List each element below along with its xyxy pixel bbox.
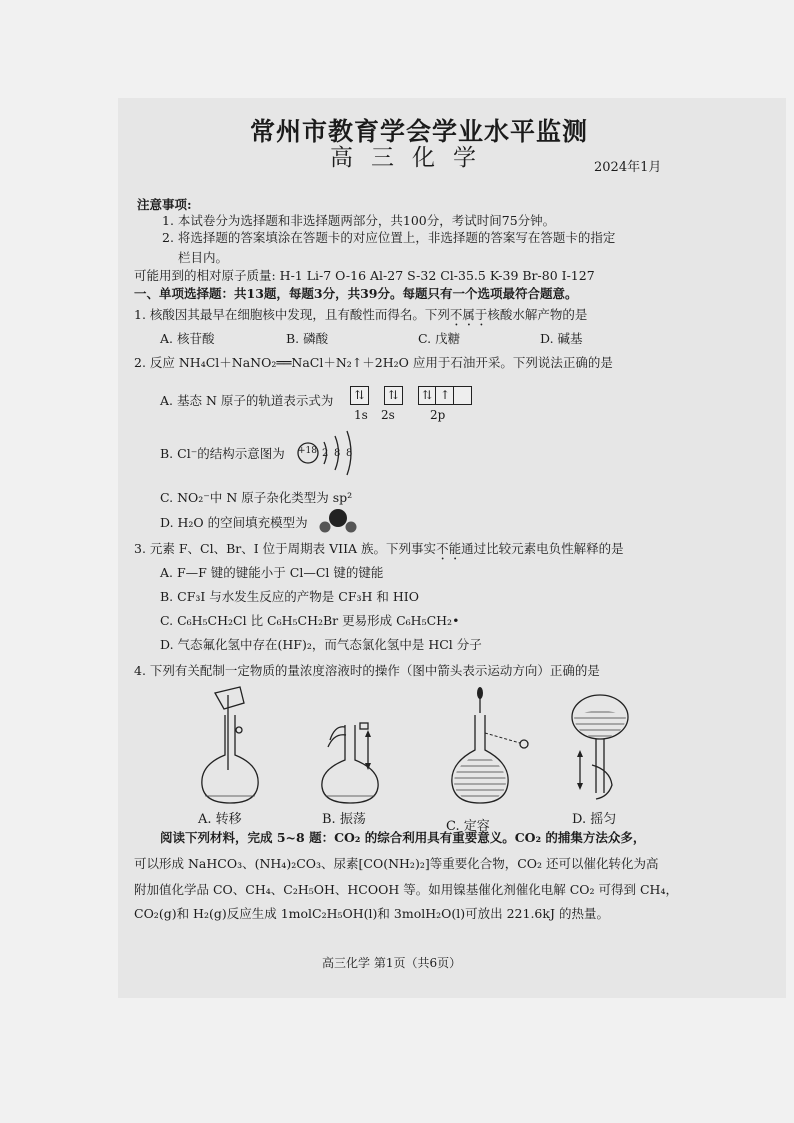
- hand: [328, 727, 346, 747]
- shell-electrons: 8: [334, 448, 341, 459]
- q2-option-a: A. 基态 N 原子的轨道表示式为: [160, 393, 334, 408]
- emphasis-text: 不能: [436, 541, 462, 556]
- orbital-box: ⇅: [418, 386, 437, 405]
- figure-caption-b: B. 振荡: [322, 812, 366, 827]
- dropper-bulb: [477, 687, 483, 699]
- orbital-label: 1s: [354, 408, 368, 422]
- chloride-ion-structure: [296, 428, 366, 478]
- question-4-stem: 4. 下列有关配制一定物质的量浓度溶液时的操作（图中箭头表示运动方向）正确的是: [134, 663, 600, 678]
- stem-text: 通过比较元素电负性解释的是: [461, 541, 624, 556]
- exam-subtitle: 高三化学: [330, 145, 494, 171]
- stopper: [236, 727, 242, 733]
- q3-option-a: A. F—F 键的键能小于 Cl—Cl 键的键能: [160, 565, 384, 580]
- figure-caption-d: D. 摇匀: [572, 812, 617, 827]
- orbital-box: ⇅: [384, 386, 403, 405]
- reading-line: 可以形成 NaHCO₃、(NH₄)₂CO₃、尿素[CO(NH₂)₂]等重要化合物，CO₂ 还可以催化转化为高: [134, 856, 659, 871]
- orbital-box: ⇅: [350, 386, 369, 405]
- figure-b-shake: [322, 723, 378, 803]
- notice-heading: 注意事项:: [137, 197, 192, 212]
- stem-text: 核酸水解产物的是: [487, 307, 588, 322]
- shell-electrons: 8: [346, 448, 353, 459]
- flask-liquid: [574, 711, 626, 739]
- figure-a-transfer: [202, 687, 258, 803]
- reading-line: CO₂(g)和 H₂(g)反应生成 1molC₂H₅OH(l)和 3molH₂O(l)可放出 221.6kJ 的热量。: [134, 906, 609, 921]
- orbital-diagram: [350, 385, 471, 405]
- emphasis-text: 不属于: [449, 307, 488, 322]
- flask-outline: [202, 715, 258, 803]
- figure-caption-a: A. 转移: [198, 812, 242, 827]
- notice-item: 栏目内。: [178, 250, 229, 265]
- orbital-label: 2p: [430, 408, 446, 422]
- oxygen-atom: [329, 509, 347, 527]
- figure-c-fill-to-mark: [452, 687, 528, 803]
- hand: [592, 765, 612, 799]
- question-3-stem: [134, 541, 624, 563]
- stem-text: 1. 核酸因其最早在细胞核中发现，且有酸性而得名。下列: [134, 307, 450, 322]
- q3-option-d: D. 气态氟化氢中存在(HF)₂，而气态氯化氢中是 HCl 分子: [160, 637, 482, 652]
- q1-option-b: B. 磷酸: [286, 331, 329, 346]
- stem-text: 3. 元素 F、Cl、Br、I 位于周期表 VIIA 族。下列事实: [134, 541, 437, 556]
- q1-option-c: C. 戊糖: [418, 331, 461, 346]
- question-1-stem: [134, 307, 587, 329]
- eye: [520, 740, 528, 748]
- flask-liquid: [454, 755, 506, 801]
- reading-line: 阅读下列材料，完成 5~8 题：CO₂ 的综合利用具有重要意义。CO₂ 的捕集方法众多，: [160, 830, 646, 845]
- page-footer: 高三化学 第1页（共6页）: [322, 956, 462, 970]
- question-2-stem: 2. 反应 NH₄Cl＋NaNO₂══NaCl＋N₂↑＋2H₂O 应用于石油开采。下列说法正确的是: [134, 355, 613, 370]
- shell-electrons: 2: [322, 448, 329, 459]
- q2-option-d: D. H₂O 的空间填充模型为: [160, 515, 308, 530]
- section-heading: 一、单项选择题：共13题，每题3分，共39分。每题只有一个选项最符合题意。: [134, 286, 578, 301]
- orbital-box: ↑: [435, 386, 454, 405]
- atomic-masses: 可能用到的相对原子质量: H-1 Li-7 O-16 Al-27 S-32 Cl-35.5 K-39 Br-80 I-127: [134, 268, 595, 283]
- nucleus-charge: +18: [298, 446, 317, 456]
- q3-option-b: B. CF₃I 与水发生反应的产物是 CF₃H 和 HIO: [160, 589, 419, 604]
- orbital-label: 2s: [381, 408, 395, 422]
- water-model: [318, 506, 358, 538]
- hydrogen-atom: [346, 522, 357, 533]
- q4-figures: [140, 685, 700, 805]
- stopper: [360, 723, 368, 729]
- q2-option-b: B. Cl⁻的结构示意图为: [160, 446, 285, 461]
- hydrogen-atom: [320, 522, 331, 533]
- notice-item: 2. 将选择题的答案填涂在答题卡的对应位置上，非选择题的答案写在答题卡的指定: [162, 230, 616, 245]
- q1-option-d: D. 碱基: [540, 331, 583, 346]
- orbital-box: [453, 386, 472, 405]
- sight-line: [485, 733, 520, 743]
- beaker: [215, 687, 244, 709]
- q3-option-c: C. C₆H₅CH₂Cl 比 C₆H₅CH₂Br 更易形成 C₆H₅CH₂•: [160, 613, 460, 628]
- exam-title: 常州市教育学会学业水平监测: [250, 117, 589, 146]
- q1-option-a: A. 核苷酸: [160, 331, 215, 346]
- figure-caption-c: C. 定容: [446, 819, 490, 834]
- exam-date: 2024年1月: [594, 160, 662, 175]
- reading-line: 附加值化学品 CO、CH₄、C₂H₅OH、HCOOH 等。如用镍基催化剂催化电解 CO₂ 可得到 CH₄，: [134, 882, 678, 897]
- figure-d-invert: [572, 695, 628, 799]
- q2-option-c: C. NO₂⁻中 N 原子杂化类型为 sp²: [160, 490, 353, 505]
- notice-item: 1. 本试卷分为选择题和非选择题两部分，共100分，考试时间75分钟。: [162, 213, 556, 228]
